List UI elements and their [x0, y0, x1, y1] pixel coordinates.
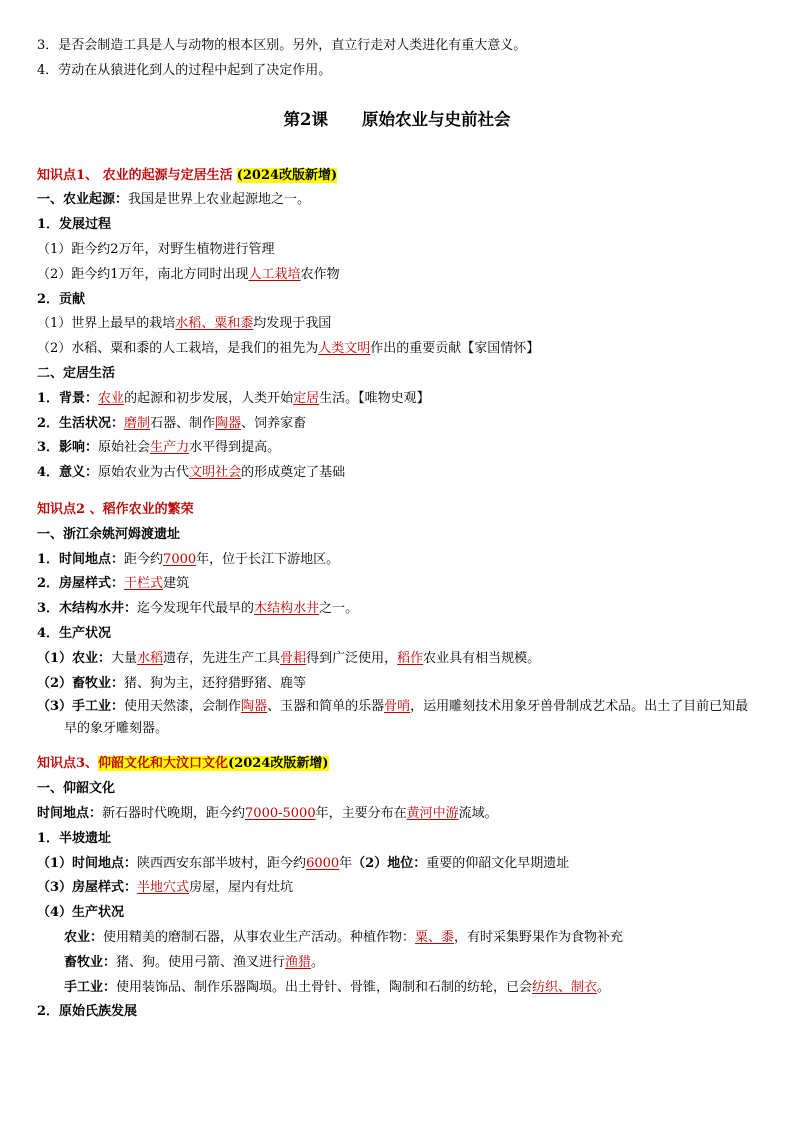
- text-line: 3．是否会制造工具是人与动物的根本区别。另外，直立行走对人类进化有重大意义。: [37, 38, 527, 53]
- highlight-tag: (2024改版新增): [228, 756, 329, 772]
- text-line: 3．木结构水井：迄今发现年代最早的木结构水井之一。: [37, 601, 359, 617]
- text-line: （2）距今约1万年，南北方同时出现人工栽培农作物: [37, 266, 340, 282]
- answer-key: 骨哨: [384, 699, 411, 715]
- subheading: 1．发展过程: [37, 217, 112, 233]
- answer-key: 水稻: [137, 650, 164, 666]
- text-line: （3）房屋样式：半地穴式房屋，屋内有灶坑: [37, 880, 294, 896]
- answer-key: 水稻、粟和黍: [175, 316, 254, 332]
- answer-key: 7000: [163, 551, 197, 567]
- answer-key: 定居: [293, 390, 320, 406]
- text-line: （1）世界上最早的栽培水稻、粟和黍均发现于我国: [37, 316, 332, 332]
- section-heading: 二、定居生活: [37, 365, 116, 381]
- subheading: （4）生产状况: [37, 905, 125, 921]
- answer-key: 陶器: [215, 415, 242, 431]
- subheading: 1．半坡遗址: [37, 830, 112, 846]
- subheading: 4．生产状况: [37, 625, 112, 641]
- text-line: 2．房屋样式：干栏式建筑: [37, 576, 190, 592]
- section-line: 一、农业起源：我国是世界上农业起源地之一。: [37, 192, 311, 208]
- answer-key: 半地穴式: [137, 880, 190, 896]
- answer-key: 生产力: [150, 440, 190, 456]
- text-line: 1．时间地点：距今约7000年，位于长江下游地区。: [37, 551, 340, 567]
- text-line: 农业：使用精美的磨制石器，从事农业生产活动。种植作物：粟、黍，有时采集野果作为食物补充: [64, 929, 624, 945]
- answer-key: 磨制: [124, 415, 151, 431]
- text-line: 畜牧业：猪、狗。使用弓箭、渔叉进行渔猎。: [64, 954, 325, 970]
- answer-key: 纺织、制衣: [532, 979, 598, 995]
- answer-key: 黄河中游: [406, 805, 459, 821]
- lesson-number: 第2课: [283, 109, 328, 129]
- knowledge-point-heading: 知识点1、 农业的起源与定居生活 (2024改版新增): [37, 167, 338, 183]
- answer-key: 粟、黍: [415, 929, 455, 945]
- text-line: （2）畜牧业：猪、狗为主，还狩猎野猪、鹿等: [37, 675, 307, 691]
- answer-key: 6000: [306, 855, 340, 871]
- answer-key: 渔猎: [285, 954, 312, 970]
- answer-key: 7000-5000: [245, 805, 316, 821]
- subheading: 2．贡献: [37, 291, 86, 307]
- text-line: （1）距今约2万年，对野生植物进行管理: [37, 241, 275, 257]
- text-line: 手工业：使用装饰品、制作乐器陶埙。出土骨针、骨锥，陶制和石制的纺轮，已会纺织、制衣。: [64, 979, 611, 995]
- answer-key: 文明社会: [189, 465, 242, 481]
- answer-key: 人工栽培: [248, 266, 301, 282]
- lesson-title: 原始农业与史前社会: [361, 109, 511, 129]
- text-line: （1）时间地点：陕西西安东部半坡村，距今约6000年（2）地位：重要的仰韶文化早期遗址: [37, 855, 570, 871]
- document-page: [37, 34, 757, 1025]
- text-line: 2．生活状况：磨制石器、制作陶器、饲养家畜: [37, 415, 307, 431]
- answer-key: 木结构水井: [254, 601, 320, 617]
- knowledge-point-heading: 知识点3、仰韶文化和大汶口文化(2024改版新增): [37, 756, 329, 772]
- text-line: 1．背景：农业的起源和初步发展，人类开始定居生活。【唯物史观】: [37, 390, 430, 406]
- knowledge-point-heading: 知识点2 、稻作农业的繁荣: [37, 501, 194, 517]
- text-line: 4．意义：原始农业为古代文明社会的形成奠定了基础: [37, 465, 346, 481]
- text-paragraph: （3）手工业：使用天然漆，会制作陶器、玉器和简单的乐器骨哨，运用雕刻技术用象牙兽骨制成艺术品。出土了目前已知最早的象牙雕刻器。: [37, 699, 749, 737]
- highlight-tag: (2024改版新增): [236, 167, 338, 183]
- answer-key: 稻作: [397, 650, 424, 666]
- answer-key: 干栏式: [124, 576, 164, 592]
- highlight-title: 仰韶文化和大汶口文化: [98, 756, 229, 772]
- text-line: 4．劳动在从猿进化到人的过程中起到了决定作用。: [37, 62, 332, 78]
- section-heading: 一、仰韶文化: [37, 781, 116, 797]
- answer-key: 骨耜: [280, 650, 307, 666]
- section-heading: 一、浙江余姚河姆渡遗址: [37, 526, 181, 542]
- text-line: 3．影响：原始社会生产力水平得到提高。: [37, 440, 281, 456]
- subheading: 2．原始氏族发展: [37, 1004, 138, 1020]
- answer-key: 人类文明: [318, 341, 371, 357]
- answer-key: 陶器: [241, 699, 268, 715]
- lesson-heading: [37, 106, 757, 134]
- text-line: （2）水稻、粟和黍的人工栽培，是我们的祖先为人类文明作出的重要贡献【家国情怀】: [37, 341, 540, 357]
- text-line: 时间地点：新石器时代晚期，距今约7000-5000年，主要分布在黄河中游流域。: [37, 805, 498, 821]
- text-line: （1）农业：大量水稻遗存，先进生产工具骨耜得到广泛使用，稻作农业具有相当规模。: [37, 650, 541, 666]
- answer-key: 农业: [98, 390, 125, 406]
